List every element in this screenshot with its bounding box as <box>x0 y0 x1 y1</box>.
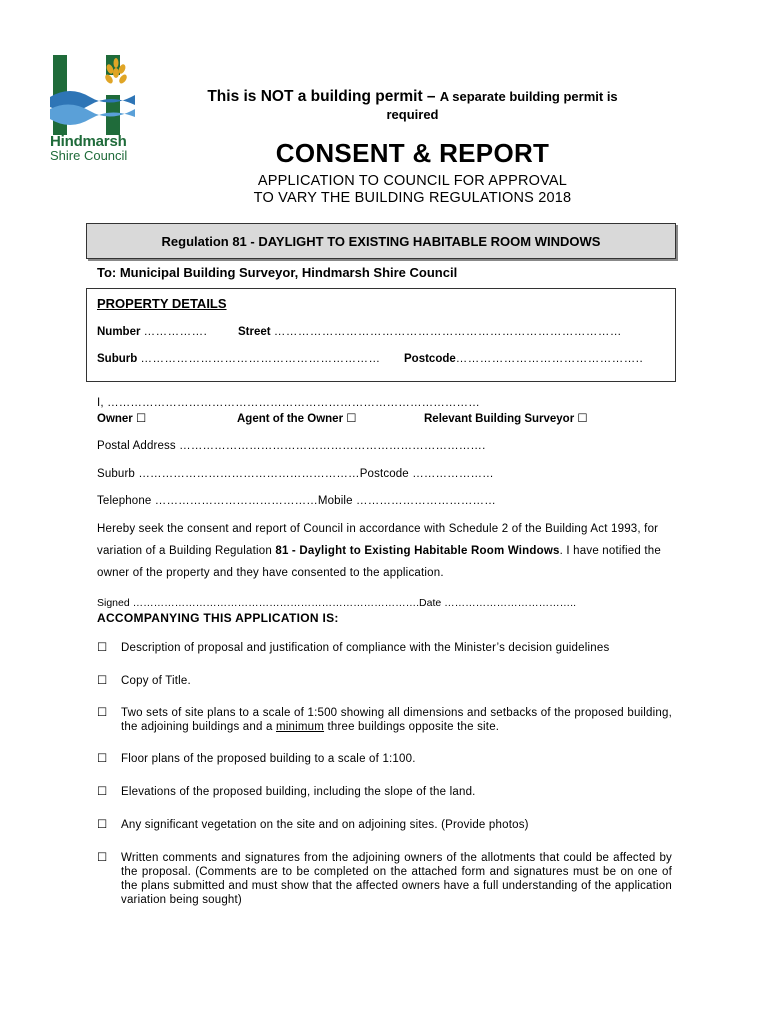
checkbox-icon[interactable]: ☐ <box>97 819 108 831</box>
telephone-dots: …………………………………… <box>154 495 318 507</box>
telephone-field[interactable] <box>97 495 496 507</box>
warning-bold: This is NOT a building permit – <box>207 88 436 105</box>
list-item[interactable] <box>97 752 672 766</box>
consent-paragraph <box>97 518 667 584</box>
agent-checkbox[interactable]: Agent of the Owner ☐ <box>237 413 357 425</box>
permit-warning <box>140 88 685 124</box>
owner-checkbox[interactable]: Owner ☐ <box>97 413 147 425</box>
applicant-postcode-label: Postcode <box>359 468 409 480</box>
page-title: CONSENT & REPORT <box>275 138 550 168</box>
i-dots: …………………………………………………………………………………… <box>107 397 480 409</box>
list-item[interactable] <box>97 785 672 799</box>
checkbox-icon[interactable]: ☐ <box>97 675 108 687</box>
telephone-label: Telephone <box>97 495 152 507</box>
property-number-field[interactable] <box>97 326 207 338</box>
signed-dots: ………………………………………………………………………. <box>132 597 420 609</box>
consent-part1: Hereby seek the consent and report of Council in accordance with Schedule 2 of the Building Act 1993, for variation of a Building Regulation <box>97 523 659 557</box>
checkbox-icon[interactable]: ☐ <box>97 707 108 719</box>
postcode-dots: ……………………………………….. <box>455 353 644 365</box>
suburb-dots: …………………………………………………… <box>140 353 381 365</box>
addressee-line: To: Municipal Building Surveyor, Hindmarsh Shire Council <box>97 265 458 280</box>
consent-regulation: 81 - Daylight to Existing Habitable Room Windows <box>275 545 560 557</box>
signed-label: Signed <box>97 597 130 609</box>
property-street-field[interactable] <box>238 326 622 338</box>
subtitle-line2: TO VARY THE BUILDING REGULATIONS 2018 <box>253 190 572 206</box>
mobile-label: Mobile <box>317 495 353 507</box>
number-label: Number <box>97 326 141 338</box>
item-text: Copy of Title. <box>121 675 191 687</box>
property-suburb-field[interactable] <box>97 353 380 365</box>
postal-dots: ……………………………………………………………………. <box>179 440 486 452</box>
list-item[interactable] <box>97 674 672 688</box>
warning-line2: required <box>386 107 439 122</box>
regulation-banner: Regulation 81 - DAYLIGHT TO EXISTING HABITABLE ROOM WINDOWS <box>86 223 676 259</box>
applicant-postcode-dots: ………………… <box>412 468 494 480</box>
property-postcode-field[interactable] <box>404 353 643 365</box>
mobile-dots: ……………………………… <box>356 495 496 507</box>
item-text: Any significant vegetation on the site and on adjoining sites. (Provide photos) <box>121 819 529 831</box>
applicant-name-field[interactable] <box>97 397 480 409</box>
signature-field[interactable] <box>97 597 576 609</box>
checkbox-icon[interactable]: ☐ <box>97 786 108 798</box>
applicant-suburb-label: Suburb <box>97 468 135 480</box>
council-name-line2: Shire Council <box>50 148 128 163</box>
property-details-title: PROPERTY DETAILS <box>97 296 227 311</box>
date-label: Date <box>419 597 442 609</box>
list-item[interactable] <box>97 851 672 907</box>
item-text: Description of proposal and justification of compliance with the Minister’s decision guidelines <box>121 642 610 654</box>
i-label: I, <box>97 397 104 409</box>
consent-part2: . I have notified the owner of the property and they have consented to the application. <box>97 545 661 579</box>
street-dots: …………………………………………………………………………… <box>273 326 622 338</box>
applicant-suburb-dots: ………………………………………………… <box>138 468 360 480</box>
street-label: Street <box>238 326 271 338</box>
postal-label: Postal Address <box>97 440 176 452</box>
applicant-suburb-field[interactable] <box>97 468 494 480</box>
checkbox-icon[interactable]: ☐ <box>97 642 108 654</box>
list-item[interactable] <box>97 641 672 655</box>
council-logo-icon <box>50 55 135 135</box>
warning-rest: A separate building permit is <box>439 89 618 104</box>
list-item[interactable] <box>97 818 672 832</box>
item-text-part: Two sets of site plans to a scale of 1:500 showing all dimensions and setbacks of the proposed building, the adjoining buildings and a <box>121 707 672 733</box>
page-subtitle <box>140 173 685 207</box>
number-dots: ……………. <box>143 326 208 338</box>
council-name-line1: Hindmarsh <box>50 133 127 150</box>
subtitle-line1: APPLICATION TO COUNCIL FOR APPROVAL <box>257 173 568 189</box>
postcode-label: Postcode <box>404 353 456 365</box>
item-text: Floor plans of the proposed building to a scale of 1:100. <box>121 753 416 765</box>
checkbox-icon[interactable]: ☐ <box>97 753 108 765</box>
item-text-part: three buildings opposite the site. <box>327 721 500 733</box>
item-text: Elevations of the proposed building, including the slope of the land. <box>121 786 476 798</box>
item-text <box>121 706 672 734</box>
date-dots: ……………………………….. <box>444 597 576 609</box>
checkbox-icon[interactable]: ☐ <box>97 852 108 864</box>
list-item[interactable] <box>97 706 672 734</box>
surveyor-checkbox[interactable]: Relevant Building Surveyor ☐ <box>424 413 588 425</box>
accompanying-title: ACCOMPANYING THIS APPLICATION IS: <box>97 611 339 625</box>
item-text: Written comments and signatures from the adjoining owners of the allotments that could be affected by the proposal. (Comments are to be completed on the attached form and signatures must be on one of the plans submitted and must show that the affected owners have a full understanding of the application variation being sought) <box>121 852 672 906</box>
suburb-label: Suburb <box>97 353 138 365</box>
postal-address-field[interactable] <box>97 440 485 452</box>
item-text-underlined: minimum <box>276 721 325 733</box>
